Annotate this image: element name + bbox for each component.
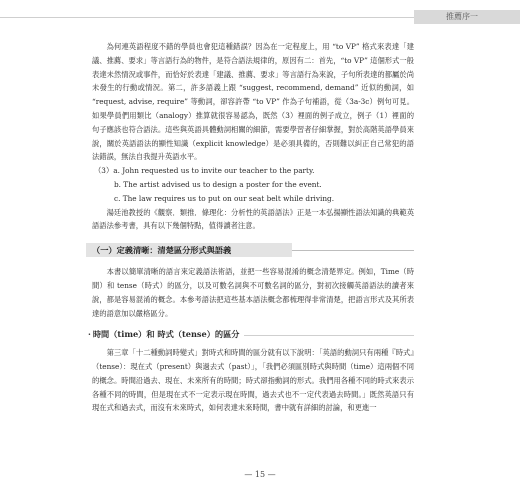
subsection-title: 時間（time）和 時式（tense）的區分 bbox=[92, 329, 240, 340]
example-3c: c. The law requires us to put on our seat belt while driving. bbox=[114, 193, 335, 203]
body-paragraph: 為何連英語程度不錯的學員也會犯這種錯誤？因為在一定程度上，用 “to VP” 格式來表達「建議、推薦、要求」等言語行為的物件，是符合語法規律的，原因有二：首先，“to VP” 這個形式一般表達未然情況或事件，而恰好於表達「建議、推薦、要求」等言語行為來說，子句所表達的都屬於尚未發生的行動或情況。第二，許多語義上跟 “suggest, recommend, demand” 近似的動詞，如 “request, advise, require” 等動詞，卻容許帶 “to VP” 作為子句補語，從（3a-3c）例句可見。如果學員們用類比（analogy）推算就很容易認為，既然（3）裡面的例子成立，例子（1）裡面的句子應該也符合語法。這些與英語具體動詞相關的細節，需要學習者仔細掌握，對於高階英語學員來說，關於英語語法的顯性知識（explicit knowledge）是必須具備的，否則難以糾正自己常犯的語法錯誤，無法自我提升英語水平。 bbox=[92, 42, 414, 162]
bullet-dot-icon: · bbox=[88, 329, 91, 340]
header-rule bbox=[0, 17, 414, 18]
section-paragraph: 本書以簡單清晰的語言來定義語法術語，並把一些容易混淆的概念清楚界定。例如，Time（時間）和 tense（時式）的區分，以及可數名詞與不可數名詞的區分，對初次接觸英語語法的讀者來說，都是容易混淆的概念。本參考語法把這些基本語法概念都梳理得非常清楚，把語言形式及其所表達的語意加以嚴格區分。 bbox=[92, 267, 414, 318]
section-heading bbox=[86, 243, 414, 257]
page-body bbox=[88, 40, 414, 415]
section-rule bbox=[292, 250, 414, 251]
subsection-heading bbox=[88, 328, 414, 342]
subsection-rule bbox=[244, 335, 415, 336]
section-title: （一）定義清晰：清楚區分形式與語義 bbox=[86, 243, 292, 257]
subsection-paragraph: 第三章「十二種動詞時變式」對時式和時間的區分就有以下說明：「英語的動詞只有兩種『時式』（tense）：現在式（present）與過去式（past）」，「我們必須區別時式與時間（time）這兩個不同的概念。時間沿過去、現在、未來所有的時間；時式卻指動詞的形式。我們用各種不同的時式來表示各種不同的時間，但是現在式不一定表示現在時間，過去式也不一定代表過去時間。」既然英語只有現在式和過去式，而沒有未來時式，如何表達未來時間，書中就有詳細的討論，和更進一 bbox=[92, 348, 414, 413]
page-number: — 15 — bbox=[244, 470, 276, 479]
example-3a: （3）a. John requested us to invite our teacher to the party. bbox=[94, 166, 315, 176]
example-3b: b. The artist advised us to design a poster for the event. bbox=[114, 179, 322, 189]
recommendation-paragraph: 湯廷池教授的《觀察．類推．條理化：分析性的英語語法》正是一本弘揚顯性語法知識的典範英語語法參考書，具有以下幾個特點，值得讀者注意。 bbox=[92, 207, 414, 231]
running-header: 推薦序一 bbox=[414, 10, 520, 24]
